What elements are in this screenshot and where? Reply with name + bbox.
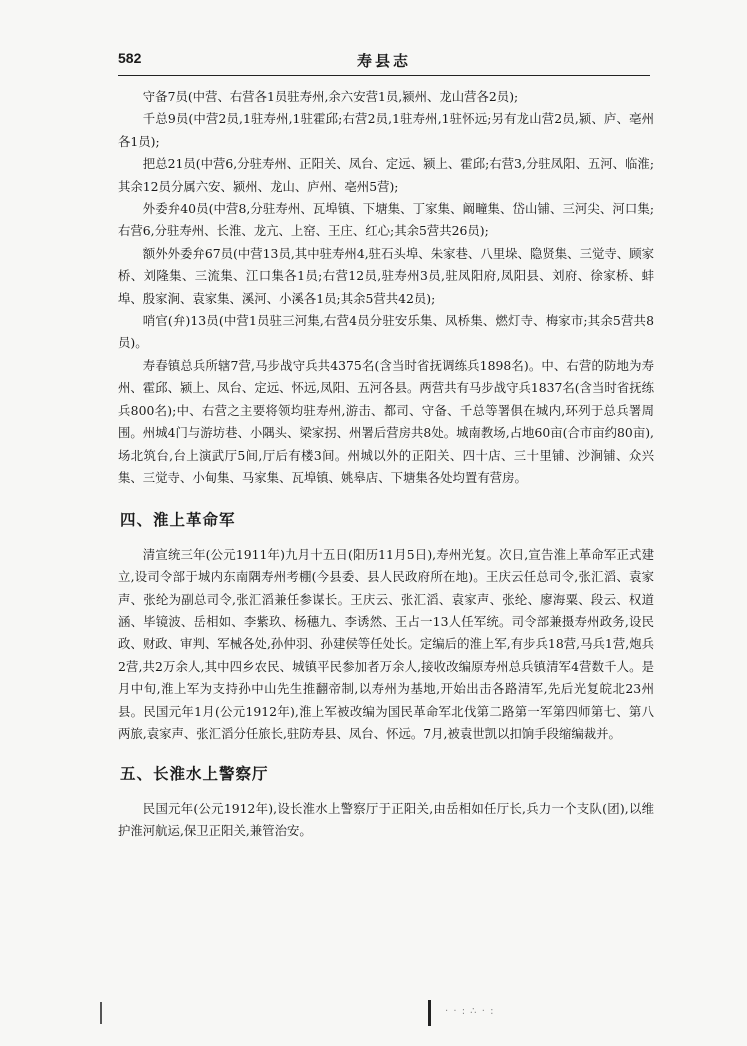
paragraph-shouchun-garrison: 寿春镇总兵所辖7营,马步战守兵共4375名(含当时省抚调练兵1898名)。中、右营的防地为寿州、霍邱、颍上、凤台、定远、怀远,凤阳、五河各县。两营共有马步战守兵1837名(含当时省抚练兵800名);中、右营之主要将领均驻寿州,游击、都司、守备、千总等署俱在城内,环列于总兵署周围。州城4门与游坊巷、小隅头、梁家拐、州署后营房共8处。城南教场,占地60亩(合市亩约80亩),场北筑台,台上演武厅5间,厅后有楼3间。州城以外的正阳关、四十店、三十里铺、沙涧铺、众兴集、三觉寺、小甸集、马家集、瓦埠镇、姚皋店、下塘集各处均置有营房。 [118,357,654,485]
section-heading-water-police: 五、长淮水上警察厅 [120,765,269,784]
paragraph-shoubei: 守备7员(中营、右营各1员驻寿州,余六安营1员,颍州、龙山营各2员); [142,89,519,104]
paragraph-ewai-waiwei: 额外外委弁67员(中营13员,其中驻寿州4,驻石头埠、朱家巷、八里垛、隐贤集、三觉寺、顾家桥、刘隆集、三流集、江口集各1员;右营12员,驻寿州3员,驻凤阳府,凤阳县、刘府、徐家桥、蚌埠、殷家涧、袁家集、溪河、小溪各1员;其余5营共42员); [118,245,654,306]
header-rule [118,75,650,76]
scan-mark-line [100,1002,102,1024]
scan-artifacts [100,1000,540,1030]
paragraph-water-police: 民国元年(公元1912年),设长淮水上警察厅于正阳关,由岳相如任厅长,兵力一个支队(团),以维护淮河航运,保卫正阳关,兼管治安。 [118,800,654,839]
paragraph-shaoguan: 哨官(弁)13员(中营1员驻三河集,右营4员分驻安乐集、凤桥集、燃灯寺、梅家市;其余5营共8员)。 [118,313,654,351]
page-header [118,50,650,72]
paragraph-bazong: 把总21员(中营6,分驻寿州、正阳关、凤台、定远、颍上、霍邱;右营3,分驻凤阳、五河、临淮;其余12员分属六安、颍州、龙山、庐州、亳州5营); [118,156,654,194]
paragraph-waiwei: 外委弁40员(中营8,分驻寿州、瓦埠镇、下塘集、丁家集、阚疃集、岱山铺、三河尖、河口集;右营6,分驻寿州、长淮、龙亢、上窑、王庄、红心;其余5营共26员); [118,201,654,239]
running-title: 寿县志 [356,52,411,70]
paragraph-qianzong: 千总9员(中营2员,1驻寿州,1驻霍邱;右营2员,1驻寿州,1驻怀远;另有龙山营2员,颍、庐、亳州各1员); [118,111,654,149]
page-body [118,86,654,843]
scan-mark-dots: · · : ∴ · : [445,1006,495,1017]
page-number: 582 [118,50,142,66]
section-heading-huaishang-army: 四、淮上革命军 [120,511,236,530]
paragraph-huaishang-army: 清宣统三年(公元1911年)九月十五日(阳历11月5日),寿州光复。次日,宣告淮上革命军正式建立,设司令部于城内东南隅寿州考棚(今县委、县人民政府所在地)。王庆云任总司令,张汇滔、袁家声、张纶为副总司令,张汇滔兼任参谋长。王庆云、张汇滔、袁家声、张纶、廖海粟、段云、权道涵、毕镜波、岳相如、李紫玖、杨穗九、李诱然、王占一13人任军统。司令部兼摄寿州政务,设民政、财政、审判、军械各处,孙仲羽、孙建侯等任处长。定编后的淮上军,有步兵18营,马兵1营,炮兵2营,共2万余人,其中四乡农民、城镇平民参加者万余人,接收改编原寿州总兵镇清军4营数千人。是月中旬,淮上军为支持孙中山先生推翻帝制,以寿州为基地,开始出击各路清军,先后光复皖北23州县。民国元年1月(公元1912年),淮上军被改编为国民革命军北伐第二路第一军第四师第七、第八两旅,袁家声、张汇滔分任旅长,驻防寿县、凤台、怀远。7月,被袁世凯以扣饷手段缩编裁并。 [118,546,654,741]
scan-mark-line [428,1000,431,1026]
